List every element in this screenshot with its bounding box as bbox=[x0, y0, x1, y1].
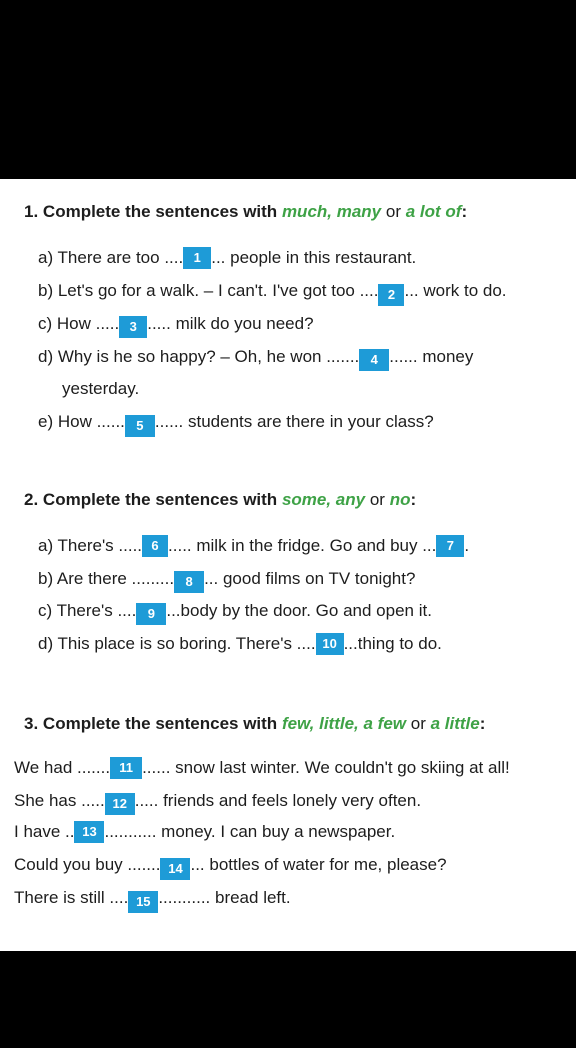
sentence-text: yesterday. bbox=[62, 379, 140, 398]
section-number: 3. bbox=[24, 714, 39, 733]
sentence-text: I have .. bbox=[14, 822, 75, 841]
answer-box[interactable]: 7 bbox=[436, 535, 464, 557]
sentence-text: ...... students are there in your class? bbox=[154, 412, 434, 431]
heading-words: no bbox=[389, 490, 411, 509]
sentence-3-5 bbox=[14, 887, 291, 910]
answer-box[interactable]: 15 bbox=[128, 891, 158, 913]
sentence-text: d) Why is he so happy? – Oh, he won ....... bbox=[38, 347, 360, 366]
sentence-text: We had ....... bbox=[14, 758, 111, 777]
heading-words: much, many bbox=[281, 202, 382, 221]
worksheet-page bbox=[0, 179, 576, 951]
heading-words: a little bbox=[430, 714, 480, 733]
sentence-1e bbox=[38, 411, 434, 434]
sentence-text: ...... money bbox=[389, 347, 474, 366]
sentence-text: ... good films on TV tonight? bbox=[204, 569, 416, 588]
sentence-1d-continued bbox=[62, 378, 139, 400]
sentence-3-4 bbox=[14, 854, 447, 877]
answer-box[interactable]: 6 bbox=[142, 535, 168, 557]
sentence-text: ..... friends and feels lonely very often. bbox=[134, 791, 422, 810]
answer-box[interactable]: 1 bbox=[183, 247, 211, 269]
sentence-1d bbox=[38, 346, 473, 369]
sentence-3-2 bbox=[14, 790, 421, 813]
section-2-heading bbox=[24, 489, 416, 511]
sentence-text: ... work to do. bbox=[404, 281, 507, 300]
heading-or: or bbox=[369, 490, 385, 509]
answer-box[interactable]: 8 bbox=[174, 571, 204, 593]
sentence-text: a) There's ..... bbox=[38, 536, 143, 555]
answer-box[interactable]: 14 bbox=[160, 858, 190, 880]
answer-box[interactable]: 12 bbox=[105, 793, 135, 815]
sentence-1a bbox=[38, 247, 416, 270]
sentence-text: d) This place is so boring. There's .... bbox=[38, 634, 316, 653]
sentence-text: Could you buy ....... bbox=[14, 855, 161, 874]
answer-box[interactable]: 13 bbox=[74, 821, 104, 843]
sentence-2b bbox=[38, 568, 415, 591]
sentence-2d bbox=[38, 633, 442, 656]
heading-words: some, any bbox=[281, 490, 366, 509]
answer-box[interactable]: 9 bbox=[136, 603, 166, 625]
sentence-text: She has ..... bbox=[14, 791, 105, 810]
heading-colon: : bbox=[410, 490, 417, 509]
answer-box[interactable]: 3 bbox=[119, 316, 147, 338]
heading-colon: : bbox=[479, 714, 486, 733]
sentence-text: ..... milk in the fridge. Go and buy ... bbox=[168, 536, 437, 555]
sentence-text: ... bottles of water for me, please? bbox=[190, 855, 447, 874]
sentence-text: ...body by the door. Go and open it. bbox=[166, 601, 432, 620]
sentence-3-3 bbox=[14, 821, 395, 844]
answer-box[interactable]: 11 bbox=[110, 757, 142, 779]
sentence-text: ... people in this restaurant. bbox=[211, 248, 417, 267]
sentence-2a bbox=[38, 535, 469, 558]
section-3-heading bbox=[24, 713, 485, 735]
sentence-text: ........... money. I can buy a newspaper. bbox=[104, 822, 396, 841]
sentence-text: . bbox=[464, 536, 470, 555]
heading-text: Complete the sentences with bbox=[42, 714, 278, 733]
sentence-2c bbox=[38, 600, 432, 623]
heading-or: or bbox=[385, 202, 401, 221]
answer-box[interactable]: 4 bbox=[359, 349, 389, 371]
sentence-text: ...... snow last winter. We couldn't go skiing at all! bbox=[142, 758, 510, 777]
sentence-text: a) There are too .... bbox=[38, 248, 184, 267]
sentence-text: b) Are there ......... bbox=[38, 569, 175, 588]
sentence-text: ...thing to do. bbox=[343, 634, 442, 653]
heading-text: Complete the sentences with bbox=[42, 202, 278, 221]
sentence-text: c) There's .... bbox=[38, 601, 137, 620]
section-number: 2. bbox=[24, 490, 39, 509]
answer-box[interactable]: 2 bbox=[378, 284, 404, 306]
sentence-1c bbox=[38, 313, 314, 336]
sentence-text: ..... milk do you need? bbox=[147, 314, 314, 333]
heading-colon: : bbox=[461, 202, 468, 221]
section-number: 1. bbox=[24, 202, 39, 221]
heading-words: few, little, a few bbox=[281, 714, 407, 733]
sentence-text: e) How ...... bbox=[38, 412, 125, 431]
answer-box[interactable]: 10 bbox=[316, 633, 344, 655]
heading-or: or bbox=[410, 714, 426, 733]
sentence-text: ........... bread left. bbox=[158, 888, 291, 907]
sentence-text: c) How ..... bbox=[38, 314, 120, 333]
heading-text: Complete the sentences with bbox=[42, 490, 278, 509]
sentence-text: b) Let's go for a walk. – I can't. I've got too .... bbox=[38, 281, 379, 300]
section-1-heading bbox=[24, 201, 467, 223]
sentence-3-1 bbox=[14, 757, 510, 780]
sentence-text: There is still .... bbox=[14, 888, 129, 907]
heading-words: a lot of bbox=[405, 202, 462, 221]
sentence-1b bbox=[38, 280, 507, 303]
answer-box[interactable]: 5 bbox=[125, 415, 155, 437]
